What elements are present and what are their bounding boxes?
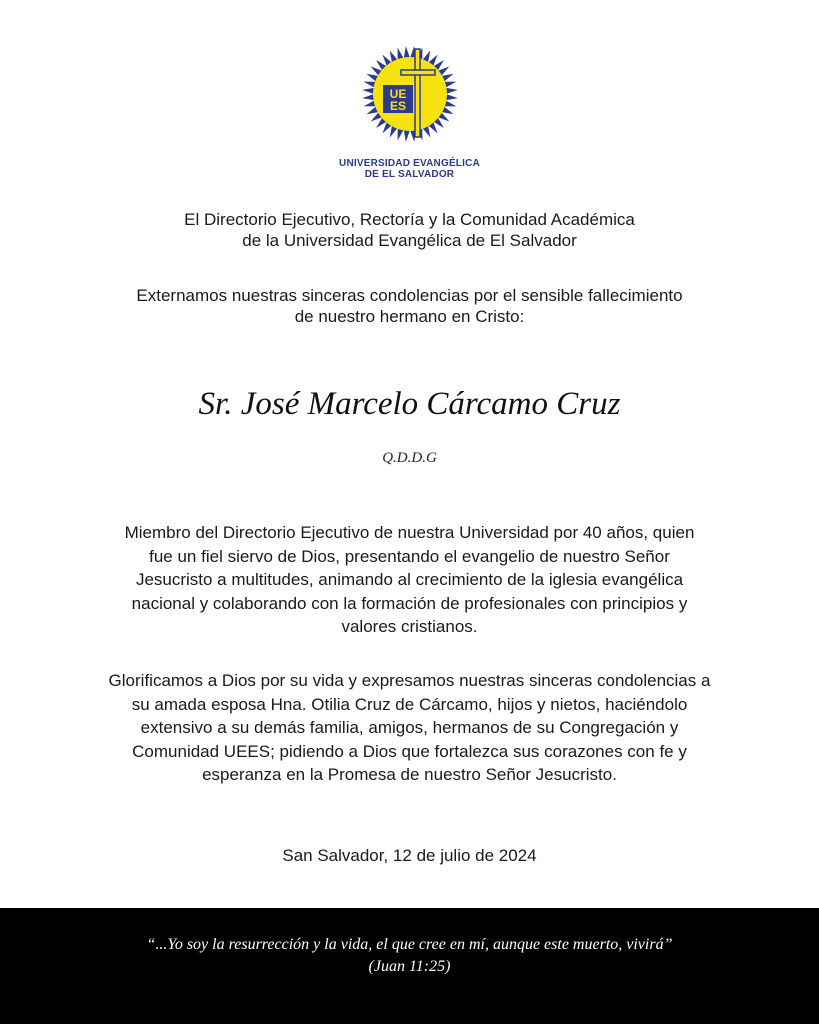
- logo-text: [339, 158, 480, 180]
- intro-text: [40, 209, 779, 251]
- bible-quote: “...Yo soy la resurrección y la vida, el que cree en mí, aunque este muerto, vivirá”: [146, 936, 673, 953]
- condolence-paragraph: [40, 669, 779, 787]
- logo-monogram-bottom: ES: [389, 99, 406, 113]
- intro-line: El Directorio Ejecutivo, Rectoría y la Comunidad Académica: [184, 210, 635, 229]
- sun-cross-icon: [360, 44, 460, 154]
- paragraph-line: Miembro del Directorio Ejecutivo de nuestra Universidad por 40 años, quien: [124, 523, 695, 542]
- intro-line: de la Universidad Evangélica de El Salvador: [242, 231, 577, 250]
- paragraph-line: esperanza en la Promesa de nuestro Señor Jesucristo.: [202, 765, 617, 784]
- condolence-text: [40, 285, 779, 327]
- condolence-line: Externamos nuestras sinceras condolencias por el sensible fallecimiento: [136, 286, 683, 305]
- paragraph-line: Glorificamos a Dios por su vida y expresamos nuestras sinceras condolencias a: [108, 671, 711, 690]
- paragraph-line: su amada esposa Hna. Otilia Cruz de Cárcamo, hijos y nietos, haciéndolo: [131, 694, 688, 714]
- footer-banner: [0, 908, 819, 1024]
- logo-text-line-2: DE EL SALVADOR: [364, 169, 455, 180]
- place-date: San Salvador, 12 de julio de 2024: [282, 846, 537, 865]
- tribute-paragraph: [40, 521, 779, 639]
- paragraph-line: Comunidad UEES; pidiendo a Dios que fortalezca sus corazones con fe y: [132, 741, 687, 761]
- bible-reference: (Juan 11:25): [368, 958, 451, 975]
- paragraph-line: valores cristianos.: [341, 617, 478, 636]
- paragraph-line: extensivo a su demás familia, amigos, hermanos de su Congregación y: [140, 718, 679, 737]
- paragraph-line: nacional y colaborando con la formación de profesionales con principios y: [131, 593, 688, 613]
- logo-text-line-1: UNIVERSIDAD EVANGÉLICA: [339, 158, 480, 169]
- paragraph-line: Jesucristo a multitudes, animando al crecimiento de la iglesia evangélica: [135, 570, 684, 589]
- qddg-text: Q.D.D.G: [382, 450, 437, 466]
- paragraph-line: fue un fiel siervo de Dios, presentando el evangelio de nuestro Señor: [149, 546, 670, 566]
- logo-monogram-top: UE: [389, 87, 406, 101]
- deceased-name: Sr. José Marcelo Cárcamo Cruz: [198, 386, 621, 422]
- university-logo: [0, 44, 819, 180]
- condolence-line: de nuestro hermano en Cristo:: [294, 307, 525, 326]
